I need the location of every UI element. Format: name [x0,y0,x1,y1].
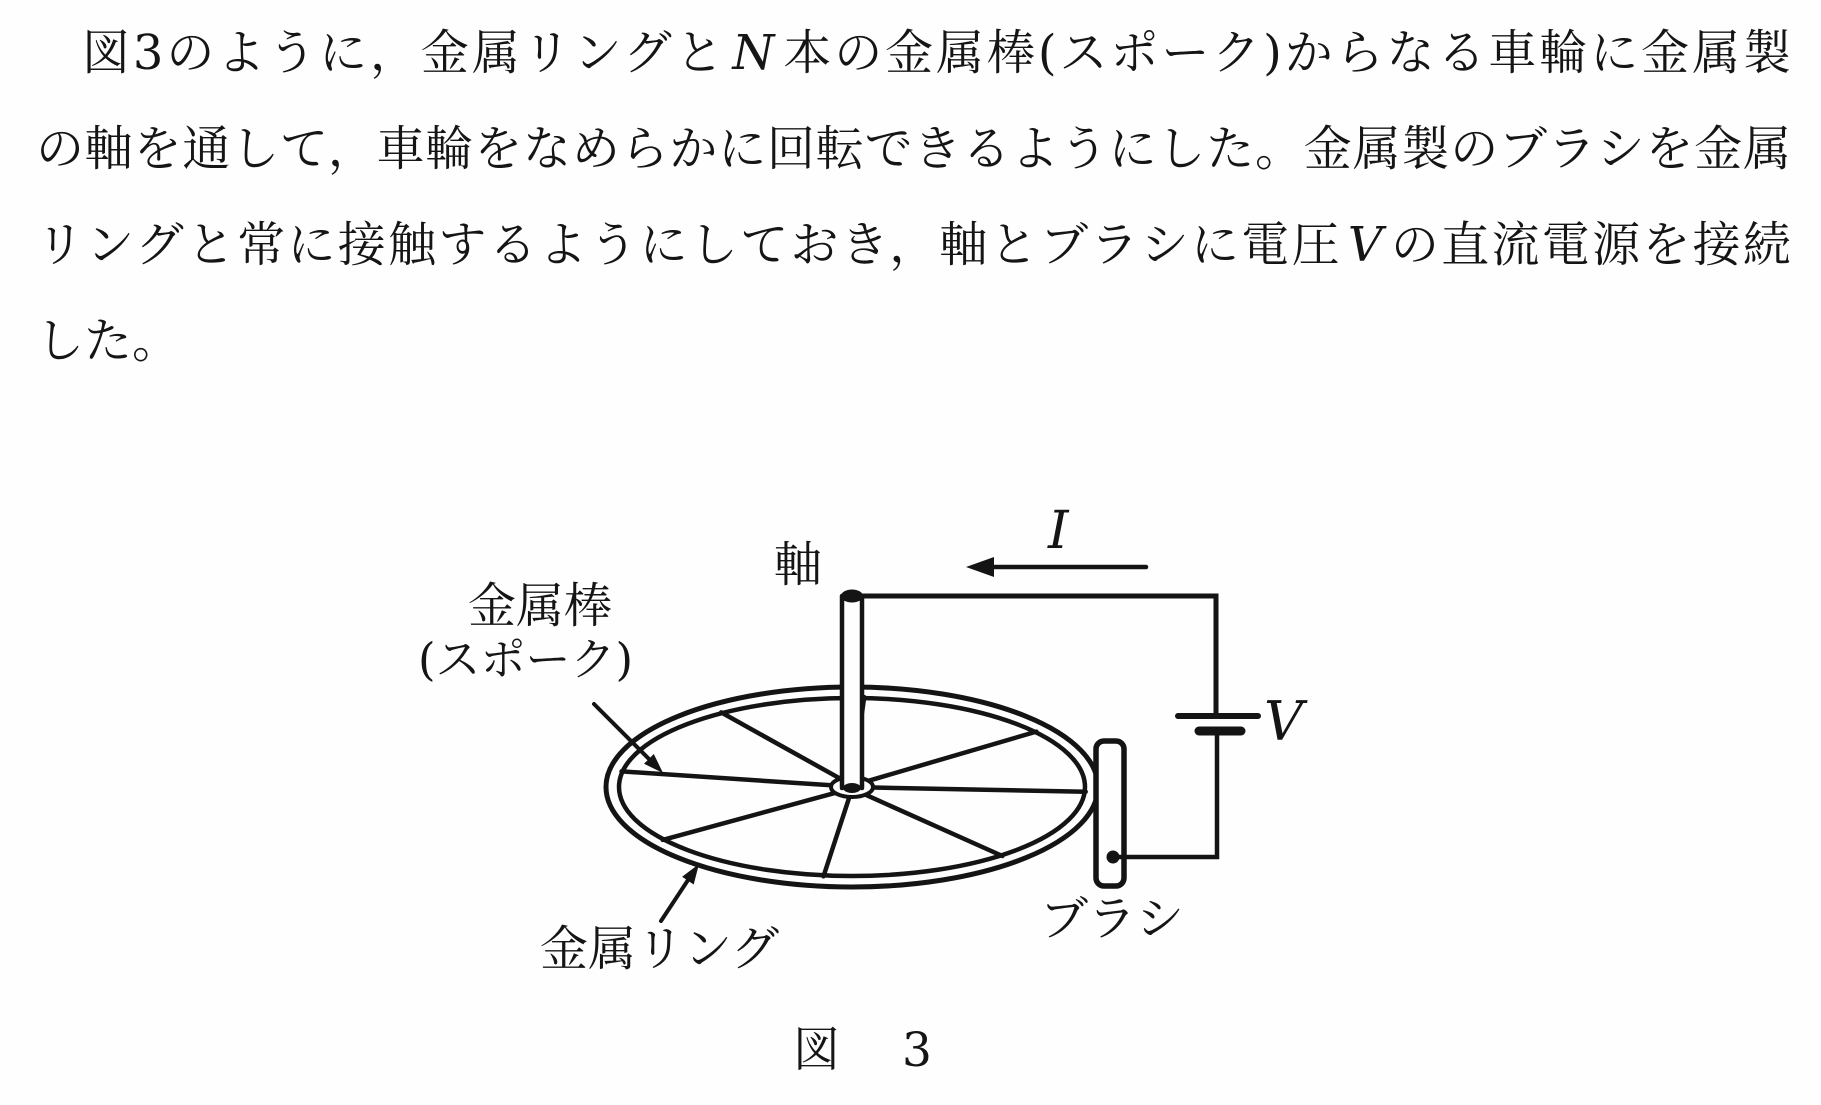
spoke-label-line2: (スポーク) [418,633,634,686]
variable-N: N [732,25,775,81]
brush-label: ブラシ [1040,891,1185,947]
axle-bottom-joint [843,783,861,793]
axle-rod-body [844,596,861,788]
current-label: I [1048,501,1069,561]
axle-label: 軸 [774,537,823,593]
line3-post: の直流電源を接続 [1388,217,1791,273]
variable-V: V [1347,217,1383,273]
line3-pre: リングと常に接触するようにしておき，軸とブラシに電圧 [36,217,1342,273]
line1-post: 本の金属棒(スポーク)からなる車輪に金属製 [780,25,1791,81]
wire-axle-to-battery [862,596,1216,716]
caption-prefix: 図 [793,1023,840,1078]
wire-battery-to-brush [1118,731,1217,857]
spoke-line [721,712,840,778]
ring-label: 金属リング [540,921,780,977]
voltage-label: V [1264,690,1303,753]
caption-number: 3 [902,1023,932,1078]
spoke-line [622,771,832,785]
ring-pointer-arrowhead-icon [682,864,699,885]
spoke-line [873,788,1086,792]
spoke-label-line1: 金属棒 [468,578,613,634]
brush-rect [1096,741,1124,886]
line4-text: した。 [36,313,181,369]
spoke-line [869,732,1037,781]
spoke-line [866,795,1003,856]
line1-pre: 図3のように，金属リングと [82,25,727,81]
spoke-line [663,793,835,840]
line2-text: の軸を通して，車輪をなめらかに回転できるようにした。金属製のブラシを金属 [36,121,1791,177]
spoke-line [824,797,850,876]
ring-pointer-line [661,874,692,921]
current-arrowhead-icon [966,557,994,577]
brush-terminal-dot [1107,851,1120,864]
figure-caption [793,1023,932,1078]
